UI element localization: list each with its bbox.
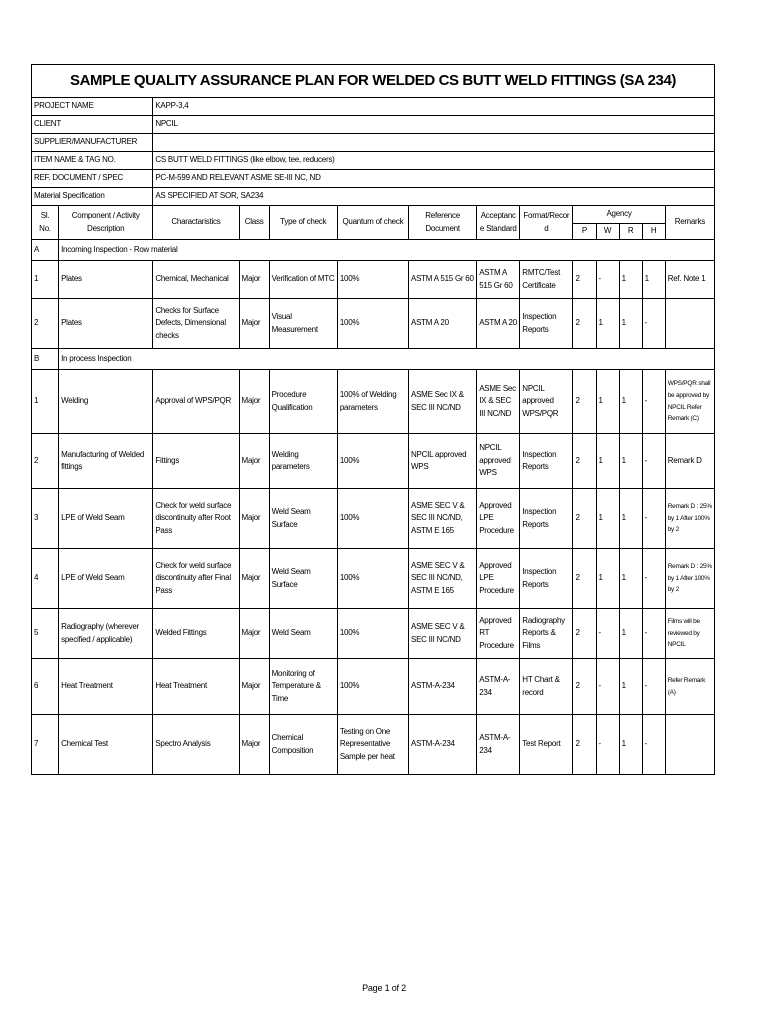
cell-h: -: [642, 659, 665, 715]
table-row: [32, 609, 715, 659]
cell-class: Major: [239, 715, 269, 775]
cell-reference: ASTM A 20: [409, 299, 477, 349]
section-title: Incoming Inspection - Row material: [59, 240, 715, 261]
cell-type: Procedure Qualification: [269, 370, 337, 434]
cell-class: Major: [239, 299, 269, 349]
cell-remarks: Ref. Note 1: [665, 261, 714, 299]
info-label: SUPPLIER/MANUFACTURER: [32, 134, 153, 152]
cell-quantum: 100%: [337, 299, 408, 349]
cell-characteristics: Fittings: [153, 434, 239, 489]
cell-w: 1: [596, 299, 619, 349]
cell-p: 2: [573, 659, 596, 715]
cell-h: -: [642, 299, 665, 349]
cell-quantum: 100%: [337, 609, 408, 659]
cell-p: 2: [573, 715, 596, 775]
cell-h: -: [642, 549, 665, 609]
cell-h: -: [642, 715, 665, 775]
info-row: [32, 134, 715, 152]
section-title: In process Inspection: [59, 349, 715, 370]
document-title: SAMPLE QUALITY ASSURANCE PLAN FOR WELDED CS BUTT WELD FITTINGS (SA 234): [32, 65, 715, 98]
cell-component: Radiography (wherever specified / applicable): [59, 609, 153, 659]
cell-r: 1: [619, 659, 642, 715]
cell-class: Major: [239, 609, 269, 659]
info-row: [32, 170, 715, 188]
cell-w: 1: [596, 434, 619, 489]
cell-acceptance: ASTM-A-234: [477, 715, 520, 775]
info-value: AS SPECIFIED AT SOR, SA234: [153, 188, 715, 206]
header-reference-document: Reference Document: [409, 206, 477, 240]
info-row: [32, 152, 715, 170]
cell-h: -: [642, 370, 665, 434]
cell-type: Monitoring of Temperature & Time: [269, 659, 337, 715]
header-remarks: Remarks: [665, 206, 714, 240]
header-acceptance-standard: Acceptance Standard: [477, 206, 520, 240]
cell-component: LPE of Weld Seam: [59, 549, 153, 609]
cell-type: Chemical Composition: [269, 715, 337, 775]
cell-reference: ASTM A 515 Gr 60: [409, 261, 477, 299]
cell-h: -: [642, 489, 665, 549]
cell-component: Welding: [59, 370, 153, 434]
cell-r: 1: [619, 489, 642, 549]
cell-component: Plates: [59, 299, 153, 349]
cell-remarks: WPS/PQR shall be approved by NPCIL Refer Remark (C): [665, 370, 714, 434]
info-value: [153, 134, 715, 152]
table-row: [32, 370, 715, 434]
cell-p: 2: [573, 299, 596, 349]
cell-r: 1: [619, 299, 642, 349]
cell-class: Major: [239, 659, 269, 715]
cell-w: 1: [596, 370, 619, 434]
cell-format: Radiography Reports & Films: [520, 609, 573, 659]
cell-quantum: 100%: [337, 489, 408, 549]
cell-p: 2: [573, 370, 596, 434]
cell-p: 2: [573, 261, 596, 299]
cell-w: -: [596, 609, 619, 659]
column-header-row: [32, 206, 715, 224]
info-label: PROJECT NAME: [32, 98, 153, 116]
cell-class: Major: [239, 549, 269, 609]
header-format-record: Format/Record: [520, 206, 573, 240]
header-quantum: Quantum of check: [337, 206, 408, 240]
cell-r: 1: [619, 609, 642, 659]
section-code: A: [32, 240, 59, 261]
cell-w: 1: [596, 489, 619, 549]
header-agency-r: R: [619, 224, 642, 240]
header-agency: Agency: [573, 206, 665, 224]
cell-r: 1: [619, 370, 642, 434]
cell-sl: 1: [32, 370, 59, 434]
cell-reference: ASTM-A-234: [409, 715, 477, 775]
header-sl-no: Sl. No.: [32, 206, 59, 240]
cell-p: 2: [573, 549, 596, 609]
cell-format: Inspection Reports: [520, 549, 573, 609]
cell-component: Heat Treatment: [59, 659, 153, 715]
cell-sl: 3: [32, 489, 59, 549]
info-value: KAPP-3,4: [153, 98, 715, 116]
section-code: B: [32, 349, 59, 370]
cell-acceptance: ASME Sec IX & SEC III NC/ND: [477, 370, 520, 434]
cell-h: -: [642, 434, 665, 489]
table-row: [32, 261, 715, 299]
cell-w: -: [596, 659, 619, 715]
cell-p: 2: [573, 434, 596, 489]
cell-type: Weld Seam: [269, 609, 337, 659]
cell-h: 1: [642, 261, 665, 299]
table-row: [32, 659, 715, 715]
cell-sl: 4: [32, 549, 59, 609]
cell-characteristics: Approval of WPS/PQR: [153, 370, 239, 434]
cell-class: Major: [239, 489, 269, 549]
info-label: Material Specification: [32, 188, 153, 206]
cell-class: Major: [239, 370, 269, 434]
cell-format: HT Chart & record: [520, 659, 573, 715]
qap-table: [31, 64, 715, 775]
cell-w: -: [596, 715, 619, 775]
cell-characteristics: Check for weld surface discontinuity after Root Pass: [153, 489, 239, 549]
cell-component: Chemical Test: [59, 715, 153, 775]
cell-quantum: 100%: [337, 549, 408, 609]
section-row: [32, 240, 715, 261]
cell-type: Weld Seam Surface: [269, 549, 337, 609]
cell-quantum: 100% of Welding parameters: [337, 370, 408, 434]
cell-w: 1: [596, 549, 619, 609]
cell-acceptance: ASTM A 515 Gr 60: [477, 261, 520, 299]
cell-component: LPE of Weld Seam: [59, 489, 153, 549]
cell-reference: ASTM-A-234: [409, 659, 477, 715]
cell-remarks: Remark D : 25% by 1 After 100% by 2: [665, 549, 714, 609]
info-label: CLIENT: [32, 116, 153, 134]
cell-format: Test Report: [520, 715, 573, 775]
header-characteristics: Charactaristics: [153, 206, 239, 240]
cell-acceptance: ASTM-A-234: [477, 659, 520, 715]
cell-remarks: [665, 299, 714, 349]
cell-w: -: [596, 261, 619, 299]
page-footer: Page 1 of 2: [362, 983, 406, 993]
qap-sheet: [31, 64, 715, 775]
cell-sl: 1: [32, 261, 59, 299]
cell-format: Inspection Reports: [520, 434, 573, 489]
cell-type: Weld Seam Surface: [269, 489, 337, 549]
info-label: ITEM NAME & TAG NO.: [32, 152, 153, 170]
cell-acceptance: ASTM A 20: [477, 299, 520, 349]
table-row: [32, 549, 715, 609]
info-value: NPCIL: [153, 116, 715, 134]
cell-characteristics: Checks for Surface Defects, Dimensional checks: [153, 299, 239, 349]
cell-reference: ASME SEC V & SEC III NC/ND: [409, 609, 477, 659]
cell-characteristics: Heat Treatment: [153, 659, 239, 715]
info-row: [32, 188, 715, 206]
cell-class: Major: [239, 261, 269, 299]
cell-component: Plates: [59, 261, 153, 299]
header-agency-h: H: [642, 224, 665, 240]
cell-acceptance: Approved RT Procedure: [477, 609, 520, 659]
info-row: [32, 98, 715, 116]
header-agency-w: W: [596, 224, 619, 240]
header-agency-p: P: [573, 224, 596, 240]
info-row: [32, 116, 715, 134]
info-value: PC-M-599 AND RELEVANT ASME SE-III NC, ND: [153, 170, 715, 188]
cell-characteristics: Welded Fittings: [153, 609, 239, 659]
cell-type: Welding parameters: [269, 434, 337, 489]
cell-format: NPCIL approved WPS/PQR: [520, 370, 573, 434]
cell-remarks: Remark D : 25% by 1 After 100% by 2: [665, 489, 714, 549]
cell-characteristics: Check for weld surface discontinuity after Final Pass: [153, 549, 239, 609]
header-class: Class: [239, 206, 269, 240]
cell-reference: ASME SEC V & SEC III NC/ND, ASTM E 165: [409, 489, 477, 549]
cell-sl: 6: [32, 659, 59, 715]
cell-characteristics: Spectro Analysis: [153, 715, 239, 775]
cell-acceptance: Approved LPE Procedure: [477, 549, 520, 609]
cell-remarks: [665, 715, 714, 775]
cell-p: 2: [573, 609, 596, 659]
cell-reference: NPCIL approved WPS: [409, 434, 477, 489]
cell-type: Visual Measurement: [269, 299, 337, 349]
cell-remarks: Refer Remark (A): [665, 659, 714, 715]
cell-format: Inspection Reports: [520, 489, 573, 549]
cell-sl: 2: [32, 299, 59, 349]
cell-r: 1: [619, 549, 642, 609]
cell-format: Inspection Reports: [520, 299, 573, 349]
cell-component: Manufacturing of Welded fittings: [59, 434, 153, 489]
cell-sl: 7: [32, 715, 59, 775]
cell-h: -: [642, 609, 665, 659]
table-row: [32, 715, 715, 775]
header-type-of-check: Type of check: [269, 206, 337, 240]
header-component: Component / Activity Description: [59, 206, 153, 240]
cell-remarks: Remark D: [665, 434, 714, 489]
cell-class: Major: [239, 434, 269, 489]
cell-remarks: Films will be reviewed by NPCIL: [665, 609, 714, 659]
table-row: [32, 489, 715, 549]
cell-reference: ASME SEC V & SEC III NC/ND, ASTM E 165: [409, 549, 477, 609]
table-row: [32, 299, 715, 349]
cell-r: 1: [619, 715, 642, 775]
cell-type: Verification of MTC: [269, 261, 337, 299]
cell-acceptance: Approved LPE Procedure: [477, 489, 520, 549]
info-value: CS BUTT WELD FITTINGS (like elbow, tee, reducers): [153, 152, 715, 170]
cell-quantum: 100%: [337, 261, 408, 299]
cell-reference: ASME Sec IX & SEC III NC/ND: [409, 370, 477, 434]
cell-r: 1: [619, 434, 642, 489]
cell-quantum: 100%: [337, 659, 408, 715]
cell-format: RMTC/Test Certificate: [520, 261, 573, 299]
section-row: [32, 349, 715, 370]
cell-acceptance: NPCIL approved WPS: [477, 434, 520, 489]
info-label: REF. DOCUMENT / SPEC: [32, 170, 153, 188]
table-row: [32, 434, 715, 489]
cell-quantum: Testing on One Representative Sample per heat: [337, 715, 408, 775]
cell-sl: 5: [32, 609, 59, 659]
cell-p: 2: [573, 489, 596, 549]
cell-quantum: 100%: [337, 434, 408, 489]
cell-r: 1: [619, 261, 642, 299]
cell-characteristics: Chemical, Mechanical: [153, 261, 239, 299]
cell-sl: 2: [32, 434, 59, 489]
